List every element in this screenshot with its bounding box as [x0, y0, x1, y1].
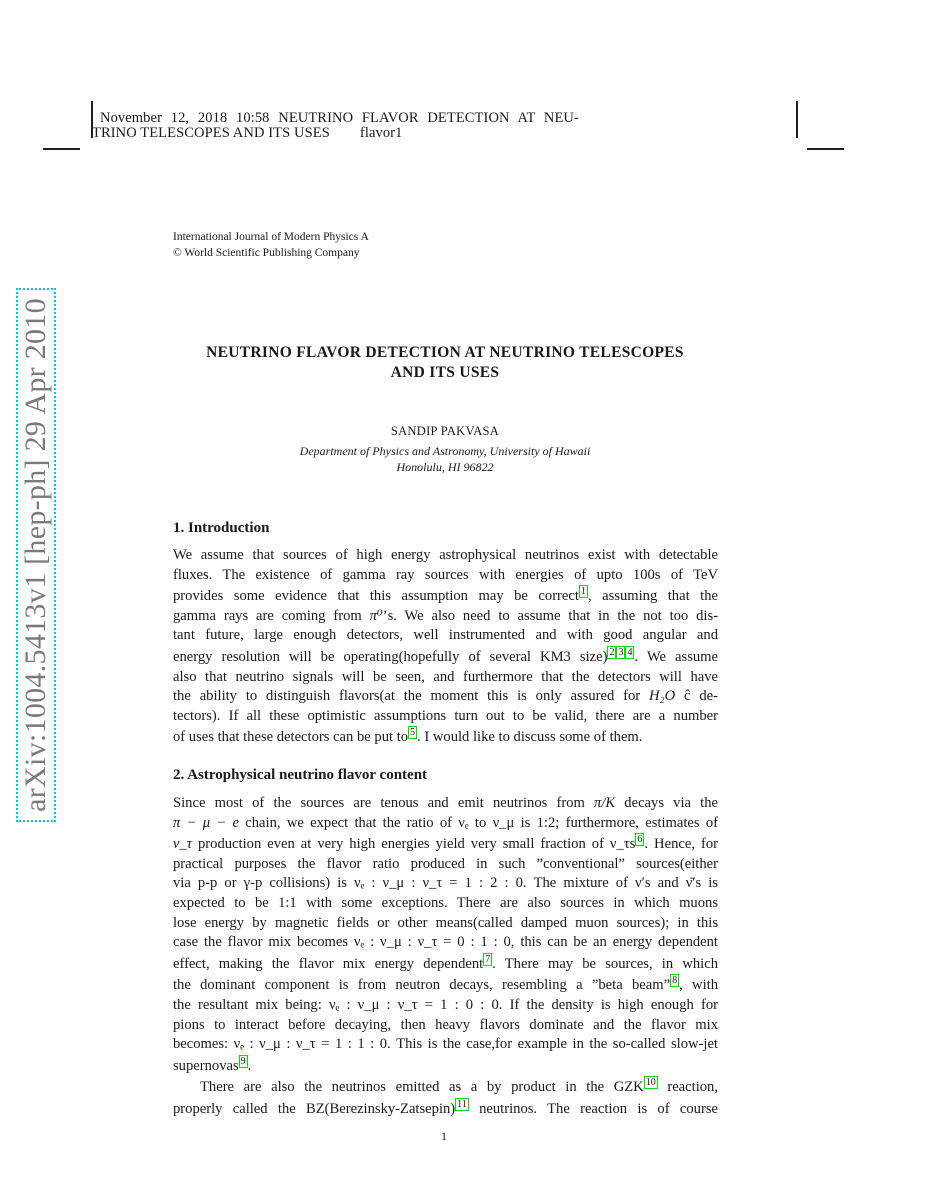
text-line: the dominant component is from neutron decays, resembling a ”beta beam” 8 , with: [173, 975, 718, 994]
citation-link[interactable]: 4: [627, 646, 633, 658]
running-head-line1: November 12, 2018 10:58 NEUTRINO FLAVOR DETECTION AT NEU-: [100, 110, 579, 126]
section-heading-flavor-content: 2. Astrophysical neutrino flavor content: [173, 767, 428, 783]
crop-mark-right-horizontal: [807, 148, 844, 150]
text-line: effect, making the flavor mix energy dependent 7 . There may be sources, in which: [173, 953, 718, 972]
text-line: ν_τ production even at very high energies yield very small fraction of ν_τs 6 . Hence, for: [173, 834, 718, 853]
citation-link[interactable]: 1: [580, 586, 586, 598]
citation-link[interactable]: 5: [410, 727, 416, 739]
citation-link[interactable]: 8: [672, 975, 678, 987]
text-line: properly called the BZ(Berezinsky-Zatsepin) 11 neutrinos. The reaction is of course: [173, 1098, 718, 1117]
running-head-line2: [92, 126, 652, 141]
text-line: We assume that sources of high energy astrophysical neutrinos exist with detectable: [173, 547, 718, 563]
text-line: There are also the neutrinos emitted as a by product in the GZK 10 reaction,: [200, 1077, 718, 1096]
journal-info: [173, 229, 369, 261]
arxiv-stamp-text[interactable]: arXiv:1004.5413v1 [hep-ph] 29 Apr 2010: [19, 298, 52, 812]
text-line: gamma rays are coming from π⁰’s. We also need to assume that in the not too dis-: [173, 607, 718, 624]
citation-link[interactable]: 3: [618, 646, 624, 658]
page-number: 1: [441, 1129, 447, 1143]
running-head-title-cont: TRINO TELESCOPES AND ITS USES: [92, 125, 330, 141]
file-tag: flavor1: [359, 125, 403, 141]
citation-link[interactable]: 7: [485, 953, 491, 965]
citation-link[interactable]: 10: [645, 1077, 656, 1089]
text-line: supernovas 9 .: [173, 1055, 252, 1074]
text-line: lose energy by magnetic fields or other means(called damped muon sources); in this: [173, 914, 718, 931]
text-line: pions to interact before decaying, then heavy flavors dominate and the flavor mix: [173, 1016, 718, 1033]
text-line: expected to be 1:1 with some exceptions. There are also sources in which muons: [173, 894, 718, 911]
text-line: case the flavor mix becomes νₑ : ν_μ : ν_τ = 0 : 1 : 0, this can be an energy dependent: [173, 934, 718, 951]
crop-mark-right-vertical: [796, 101, 798, 138]
text-line: tectors). If all these optimistic assumptions turn out to be valid, there are a number: [173, 707, 718, 724]
author-name: SANDIP PAKVASA: [390, 424, 500, 438]
text-line: the resultant mix being: νₑ : ν_μ : ν_τ = 1 : 0 : 0. If the density is high enough for: [173, 996, 718, 1013]
title-line1: NEUTRINO FLAVOR DETECTION AT NEUTRINO TELESCOPES: [206, 344, 684, 361]
text-line: via p-p or γ-p collisions) is νₑ : ν_μ : ν_τ = 1 : 2 : 0. The mixture of ν′s and ν̄′s is: [173, 875, 718, 892]
journal-name: International Journal of Modern Physics A: [173, 231, 369, 243]
affiliation-line2: Honolulu, HI 96822: [396, 460, 494, 474]
text-line: Since most of the sources are tenous and emit neutrinos from π/K decays via the: [173, 795, 718, 811]
copyright: © World Scientific Publishing Company: [173, 247, 360, 259]
author-affiliation: [165, 443, 725, 475]
text-line: becomes: νₑ : ν_μ : ν_τ = 1 : 1 : 0. This is the case,for example in the so-called slow-jet: [173, 1036, 718, 1053]
section-body-flavor-content: [173, 794, 718, 1120]
text-line: energy resolution will be operating(hopefully of several KM3 size) 2 3 4 . We assume: [173, 646, 719, 665]
affiliation-line1: Department of Physics and Astronomy, University of Hawaii: [299, 444, 591, 458]
section-body-introduction: [173, 546, 718, 748]
citation-link[interactable]: 9: [240, 1055, 246, 1067]
running-head: [92, 111, 652, 141]
text-line: practical purposes the flavor ratio produced in such ”conventional” sources(either: [173, 855, 718, 872]
crop-mark-left-horizontal: [43, 148, 80, 150]
section-heading-introduction: 1. Introduction: [173, 520, 270, 536]
title-line2: AND ITS USES: [390, 364, 500, 381]
citation-link[interactable]: 2: [609, 646, 615, 658]
paper-title: [165, 343, 725, 383]
text-line: the ability to distinguish flavors(at the moment this is only assured for H₂O ĉ de-: [173, 688, 718, 705]
text-line: provides some evidence that this assumption may be correct 1 , assuming that the: [173, 586, 718, 605]
text-line: also that neutrino signals will be seen, and furthermore that the detectors will have: [173, 668, 718, 685]
citation-link[interactable]: 11: [457, 1098, 467, 1110]
text-line: of uses that these detectors can be put to 5 . I would like to discuss some of them.: [173, 727, 643, 746]
text-line: fluxes. The existence of gamma ray sources with energies of upto 100s of TeV: [173, 566, 718, 583]
text-line: π − μ − e chain, we expect that the ratio of νₑ to ν_μ is 1:2; furthermore, estimates of: [173, 814, 718, 831]
text-line: tant future, large enough detectors, well instrumented and with good angular and: [173, 627, 718, 644]
citation-link[interactable]: 6: [637, 834, 643, 846]
